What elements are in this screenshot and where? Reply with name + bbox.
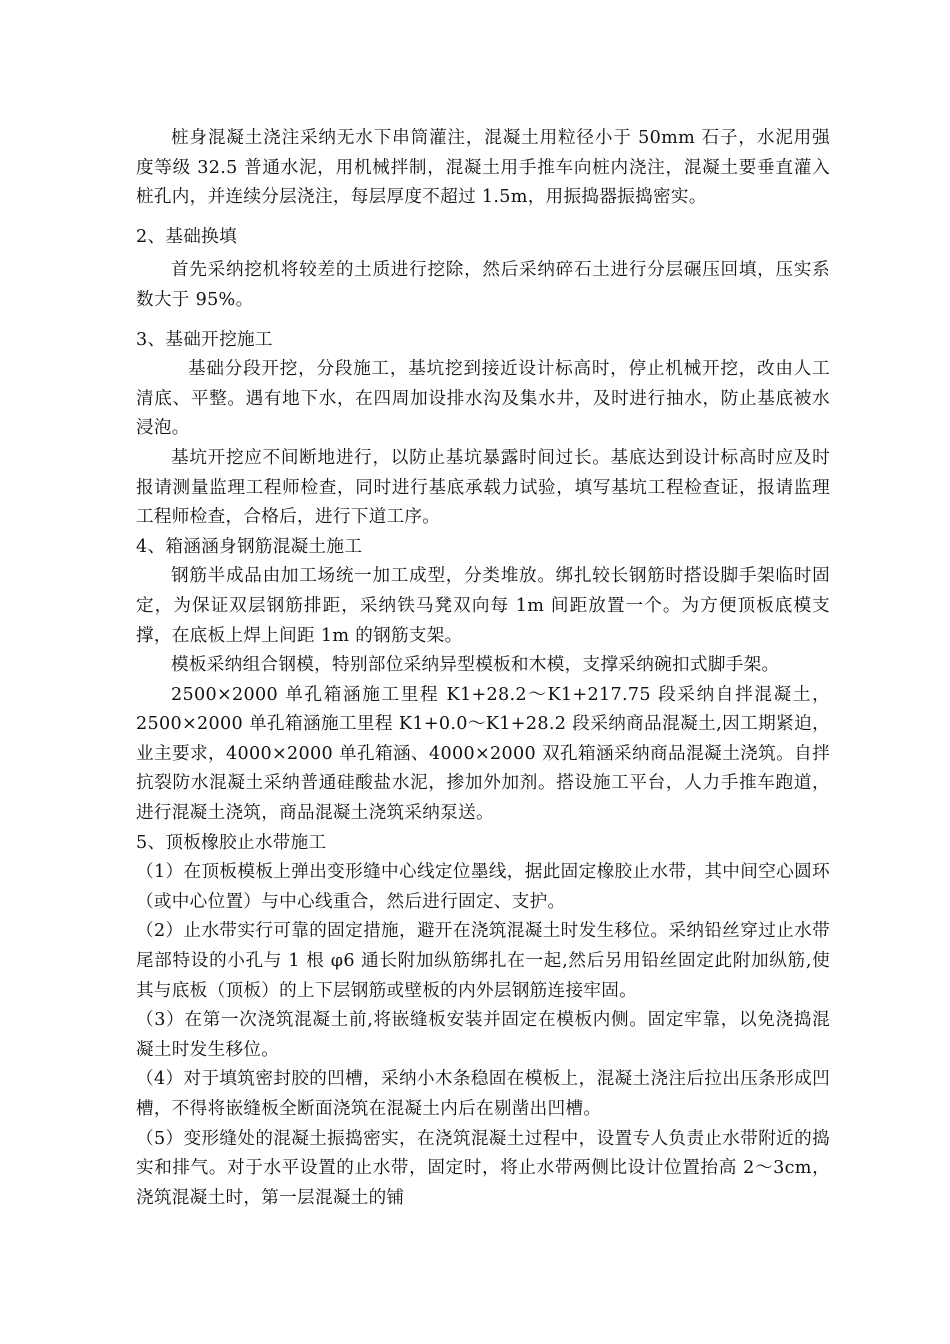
heading-foundation-replacement: 2、基础换填 bbox=[136, 226, 237, 247]
paragraph-waterstop-5: （5）变形缝处的混凝土振捣密实，在浇筑混凝土过程中，设置专人负责止水带附近的捣实和排气。对于水平设置的止水带，固定时，将止水带两侧比设计位置抬高 2～3cm，浇筑混凝土时，第一层混凝土的铺 bbox=[136, 1128, 830, 1208]
heading-box-culvert: 4、箱涵涵身钢筋混凝土施工 bbox=[136, 536, 363, 557]
paragraph-waterstop-2: （2）止水带实行可靠的固定措施，避开在浇筑混凝土时发生移位。采纳铅丝穿过止水带尾部特设的小孔与 1 根 φ6 通长附加纵筋绑扎在一起,然后另用铅丝固定此附加纵筋,使其与底板（顶板）的上下层钢筋或壁板的内外层钢筋连接牢固。 bbox=[136, 921, 830, 1001]
paragraph-culvert-rebar: 钢筋半成品由加工场统一加工成型，分类堆放。绑扎较长钢筋时搭设脚手架临时固定，为保证双层钢筋排距，采纳铁马凳双向每 1m 间距放置一个。为方便顶板底模支撑，在底板上焊上间距 1m 的钢筋支架。 bbox=[136, 566, 830, 646]
document-body bbox=[136, 124, 830, 1213]
paragraph-pile-concrete: 桩身混凝土浇注采纳无水下串筒灌注，混凝土用粒径小于 50mm 石子，水泥用强度等级 32.5 普通水泥，用机械拌制，混凝土用手推车向桩内浇注，混凝土要垂直灌入桩孔内，并连续分层浇注，每层厚度不超过 1.5m，用振捣器振捣密实。 bbox=[136, 128, 830, 208]
paragraph-excavation-1: 基础分段开挖，分段施工，基坑挖到接近设计标高时，停止机械开挖，改由人工清底、平整。遇有地下水，在四周加设排水沟及集水井，及时进行抽水，防止基底被水浸泡。 bbox=[136, 359, 830, 439]
paragraph-culvert-formwork: 模板采纳组合钢模，特别部位采纳异型模板和木模，支撑采纳碗扣式脚手架。 bbox=[171, 655, 780, 676]
heading-foundation-excavation: 3、基础开挖施工 bbox=[136, 329, 273, 350]
paragraph-waterstop-1: （1）在顶板模板上弹出变形缝中心线定位墨线，据此固定橡胶止水带，其中间空心圆环（或中心位置）与中心线重合，然后进行固定、支护。 bbox=[136, 862, 830, 912]
paragraph-waterstop-4: （4）对于填筑密封胶的凹槽，采纳小木条稳固在模板上，混凝土浇注后拉出压条形成凹槽，不得将嵌缝板全断面浇筑在混凝土内后在剔凿出凹槽。 bbox=[136, 1069, 830, 1119]
paragraph-culvert-concrete: 2500×2000 单孔箱涵施工里程 K1+28.2～K1+217.75 段采纳自拌混凝土，2500×2000 单孔箱涵施工里程 K1+0.0～K1+28.2 段采纳商品混凝土,因工期紧迫，业主要求，4000×2000 单孔箱涵、4000×2000 双孔箱涵采纳商品混凝土浇筑。自拌抗裂防水混凝土采纳普通硅酸盐水泥，掺加外加剂。搭设施工平台，人力手推车跑道，进行混凝土浇筑，商品混凝土浇筑采纳泵送。 bbox=[136, 684, 830, 824]
paragraph-excavation-2: 基坑开挖应不间断地进行，以防止基坑暴露时间过长。基底达到设计标高时应及时报请测量监理工程师检查，同时进行基底承载力试验，填写基坑工程检查证，报请监理工程师检查，合格后，进行下道工序。 bbox=[136, 447, 830, 528]
paragraph-waterstop-3: （3）在第一次浇筑混凝土前,将嵌缝板安装并固定在模板内侧。固定牢靠，以免浇捣混凝土时发生移位。 bbox=[136, 1010, 830, 1060]
heading-waterstop: 5、顶板橡胶止水带施工 bbox=[136, 832, 327, 853]
paragraph-foundation-replacement: 首先采纳挖机将较差的土质进行挖除，然后采纳碎石土进行分层碾压回填，压实系数大于 95%。 bbox=[136, 260, 830, 310]
